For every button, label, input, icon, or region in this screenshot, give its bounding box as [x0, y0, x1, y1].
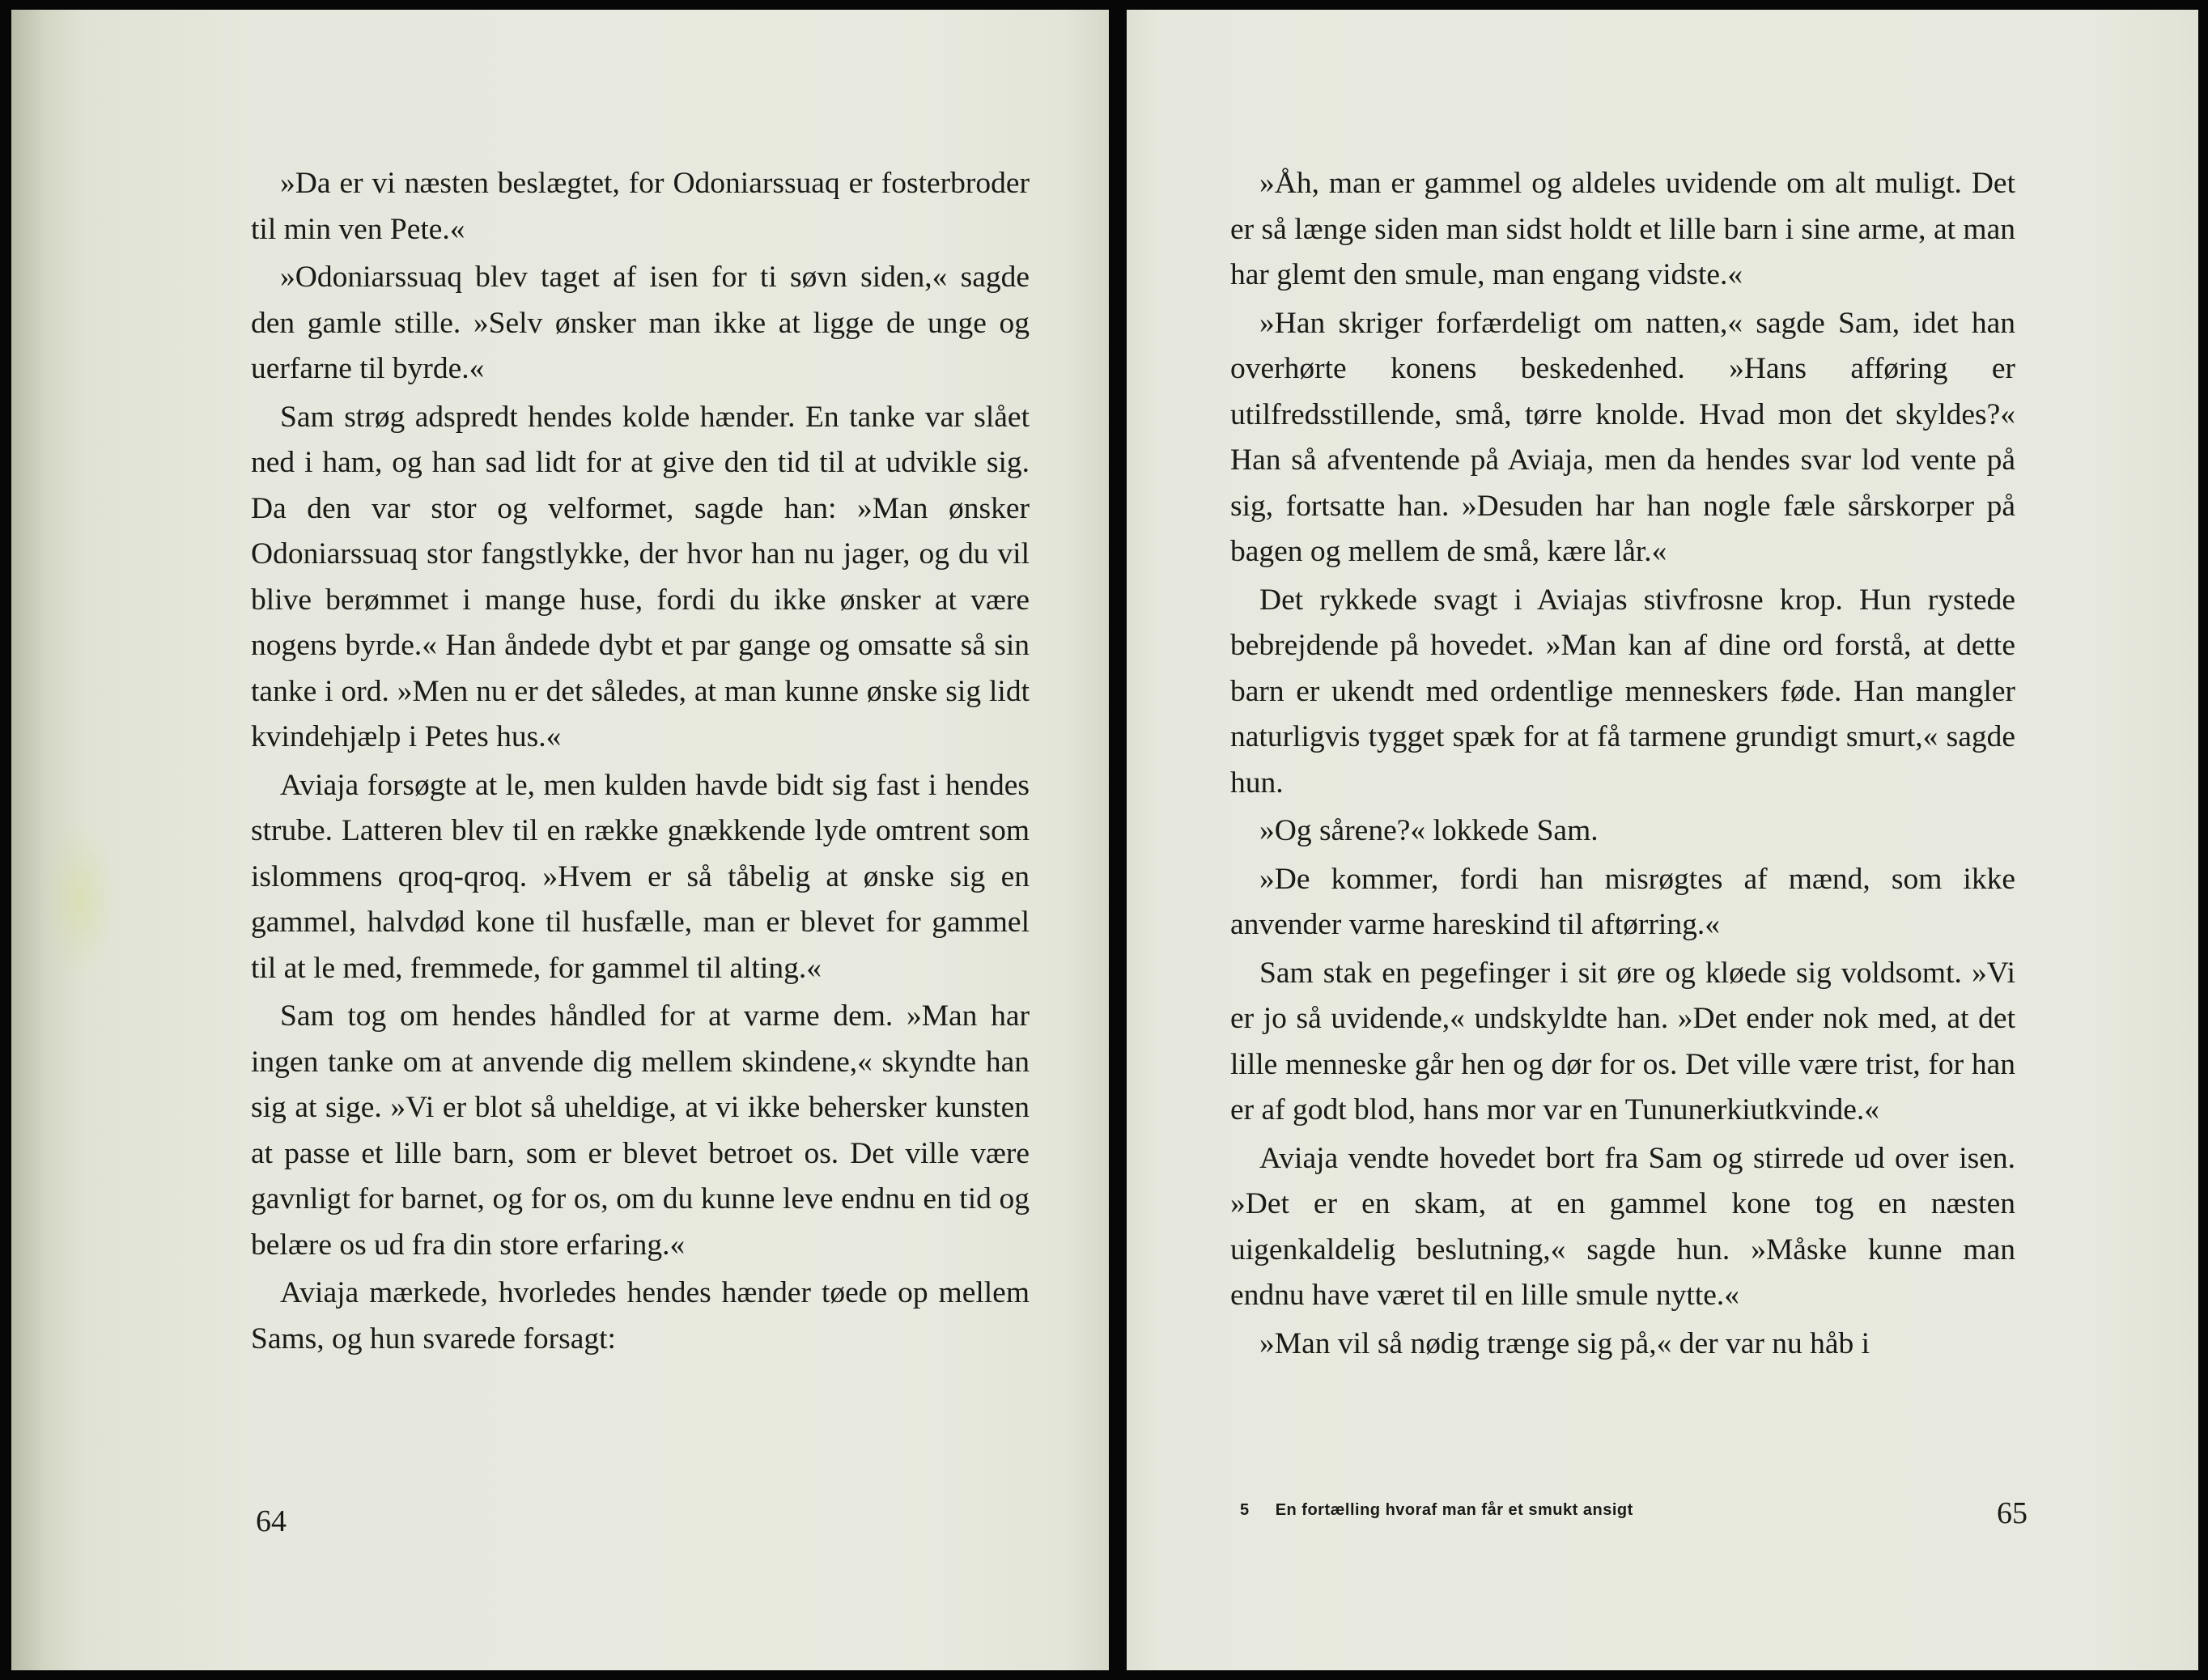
paragraph: »De kommer, fordi han misrøgtes af mænd, som ikke anvender varme hareskind til aftørring.« — [1230, 862, 2015, 941]
signature-mark — [1240, 1500, 1633, 1520]
paragraph: »Åh, man er gammel og aldeles uvidende om alt muligt. Det er så længe siden man sidst holdt et lille barn i sine arme, at man har glemt den smule, man engang vidste.« — [1230, 167, 2015, 291]
paragraph: Aviaja forsøgte at le, men kulden havde bidt sig fast i hendes strube. Latteren blev til en række gnækkende lyde omtrent som islommens qroq-qroq. »Hvem er så tåbelig at ønske sig en gammel, halvdød kone til husfælle, man er blevet for gammel til at le med, fremmede, for gammel til alting.« — [251, 768, 1030, 985]
paragraph: Det rykkede svagt i Aviajas stivfrosne krop. Hun rystede bebrejdende på hovedet. »Man kan af dine ord forstå, at dette barn er ukendt med ordentlige menneskers føde. Han mangler naturligvis tygget spæk for at få tarmene grundigt smurt,« sagde hun. — [1230, 583, 2015, 800]
paragraph: »Man vil så nødig trænge sig på,« der var nu håb i — [1259, 1326, 1870, 1360]
signature-number: 5 — [1240, 1501, 1250, 1519]
paragraph: Sam tog om hendes håndled for at varme dem. »Man har ingen tanke om at anvende dig mellem skindene,« skyndte han sig at sige. »Vi er blot så uheldige, at vi ikke behersker kunsten at passe et lille barn, som er blevet betroet os. Det ville være gavnligt for barnet, og for os, om du kunne leve endnu en tid og belære os ud fra din store erfaring.« — [251, 999, 1030, 1262]
paragraph: »Han skriger forfærdeligt om natten,« sagde Sam, idet han overhørte konens beskedenhed. »Hans afføring er utilfredsstillende, små, tørre knolde. Hvad mon det skyldes?« Han så afventende på Aviaja, men da hendes svar lod vente på sig, fortsatte han. »Desuden har han nogle fæle sårskorper på bagen og mellem de små, kære lår.« — [1230, 306, 2015, 568]
right-page — [1127, 10, 2198, 1670]
left-page — [11, 10, 1109, 1670]
page-number: 64 — [256, 1504, 287, 1538]
paragraph: Aviaja vendte hovedet bort fra Sam og stirrede ud over isen. »Det er en skam, at en gammel kone tog en næsten uigenkaldelig beslutning,« sagde hun. »Måske kunne man endnu have været til en lille smule nytte.« — [1230, 1141, 2015, 1312]
signature-title: En fortælling hvoraf man får et smukt ansigt — [1275, 1501, 1633, 1519]
paragraph: »Og sårene?« lokkede Sam. — [1259, 814, 1599, 847]
paragraph: Sam stak en pegefinger i sit øre og kløede sig voldsomt. »Vi er jo så uvidende,« undskyldte han. »Det ender nok med, at det lille menneske går hen og dør for os. Det ville være trist, for han er af godt blod, hans mor var en Tununerkiutkvinde.« — [1230, 956, 2015, 1126]
paragraph: Sam strøg adspredt hendes kolde hænder. En tanke var slået ned i ham, og han sad lidt for at give den tid til at udvikle sig. Da den var stor og velformet, sagde han: »Man ønsker Odoniarssuaq stor fangstlykke, der hvor han nu jager, og du vil blive berømmet i mange huse, fordi du ikke ønsker at være nogens byrde.« Han åndede dybt et par gange og omsatte så sin tanke i ord. »Men nu er det således, at man kunne ønske sig lidt kvindehjælp i Petes hus.« — [251, 400, 1030, 753]
paragraph: »Odoniarssuaq blev taget af isen for ti søvn siden,« sagde den gamle stille. »Selv ønsker man ikke at ligge de unge og uerfarne til byrde.« — [251, 261, 1030, 385]
left-page-text — [251, 161, 1030, 1362]
paragraph: Aviaja mærkede, hvorledes hendes hænder tøede op mellem Sams, og hun svarede forsagt: — [251, 1276, 1030, 1355]
paper-stain — [44, 819, 117, 981]
page-number: 65 — [1997, 1496, 2028, 1530]
right-page-text — [1230, 161, 2015, 1367]
paragraph: »Da er vi næsten beslægtet, for Odoniarssuaq er fosterbroder til min ven Pete.« — [251, 167, 1030, 246]
